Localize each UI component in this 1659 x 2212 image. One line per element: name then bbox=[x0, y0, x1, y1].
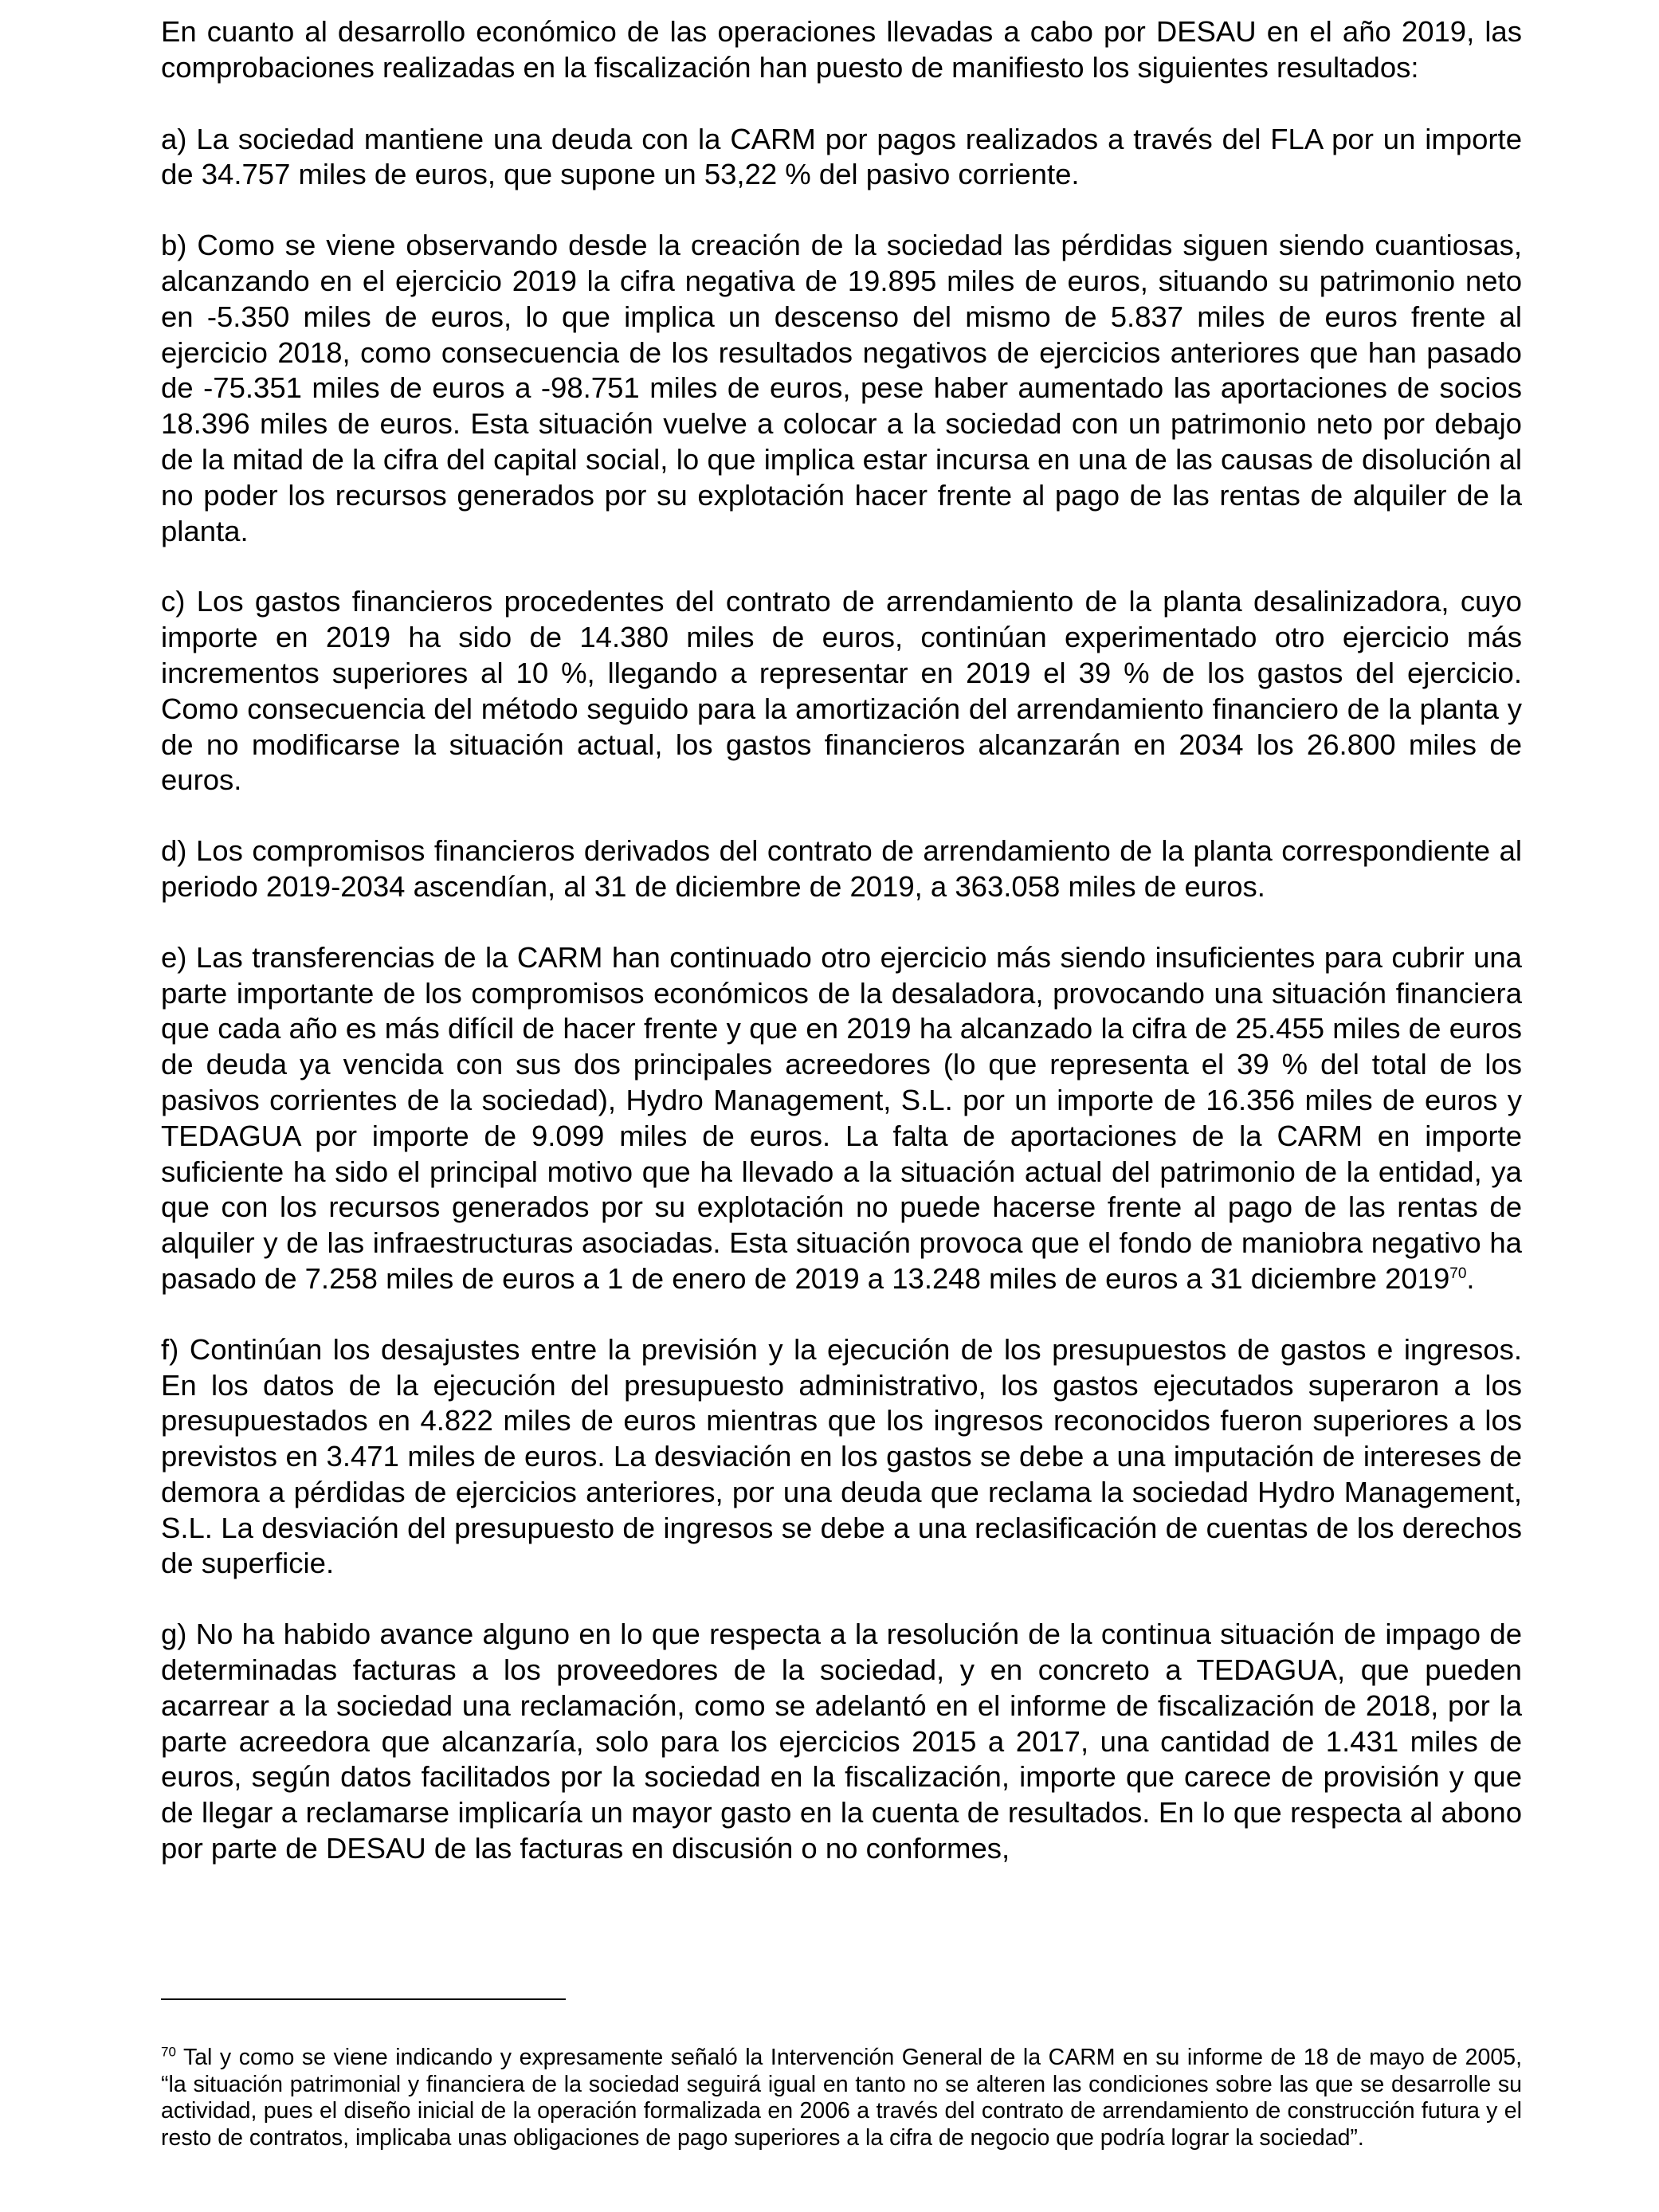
paragraph-d: d) Los compromisos financieros derivados del contrato de arrendamiento de la planta correspondiente al periodo 2019-2034 ascendían, al 31 de diciembre de 2019, a 363.058 miles de euros. bbox=[161, 834, 1522, 903]
paragraph-g: g) No ha habido avance alguno en lo que respecta a la resolución de la continua situación de impago de determinadas facturas a los proveedores de la sociedad, y en concreto a TEDAGUA, que pueden acarrear a la sociedad una reclamación, como se adelantó en el informe de fiscalización de 2018, por la parte acreedora que alcanzaría, solo para los ejercicios 2015 a 2017, una cantidad de 1.431 miles de euros, según datos facilitados por la sociedad en la fiscalización, importe que carece de provisión y que de llegar a reclamarse implicaría un mayor gasto en la cuenta de resultados. En lo que respecta al abono por parte de DESAU de las facturas en discusión o no conformes, bbox=[161, 1618, 1522, 1865]
intro-paragraph: En cuanto al desarrollo económico de las operaciones llevadas a cabo por DESAU en el año 2019, las comprobaciones realizadas en la fiscalización han puesto de manifiesto los siguientes resultados: bbox=[161, 15, 1522, 84]
paragraph-f: f) Continúan los desajustes entre la previsión y la ejecución de los presupuestos de gastos e ingresos. En los datos de la ejecución del presupuesto administrativo, los gastos ejecutados superaron a los presupuestados en 4.822 miles de euros mientras que los ingresos reconocidos fueron superiores a los previstos en 3.471 miles de euros. La desviación en los gastos se debe a una imputación de intereses de demora a pérdidas de ejercicios anteriores, por una deuda que reclama la sociedad Hydro Management, S.L. La desviación del presupuesto de ingresos se debe a una reclasificación de cuentas de los derechos de superficie. bbox=[161, 1332, 1522, 1580]
paragraph-e-tail: . bbox=[1466, 1261, 1475, 1295]
paragraph-b: b) Como se viene observando desde la creación de la sociedad las pérdidas siguen siendo cuantiosas, alcanzando en el ejercicio 2019 la cifra negativa de 19.895 miles de euros, situando su patrimonio neto en -5.350 miles de euros, lo que implica un descenso del mismo de 5.837 miles de euros frente al ejercicio 2018, como consecuencia de los resultados negativos de ejercicios anteriores que han pasado de -75.351 miles de euros a -98.751 miles de euros, pese haber aumentado las aportaciones de socios 18.396 miles de euros. Esta situación vuelve a colocar a la sociedad con un patrimonio neto por debajo de la mitad de la cifra del capital social, lo que implica estar incursa en una de las causas de disolución al no poder los recursos generados por su explotación hacer frente al pago de las rentas de alquiler de la planta. bbox=[161, 229, 1522, 547]
paragraph-e bbox=[161, 940, 1522, 1297]
document-body bbox=[161, 14, 1522, 1902]
paragraph-a: a) La sociedad mantiene una deuda con la CARM por pagos realizados a través del FLA por un importe de 34.757 miles de euros, que supone un 53,22 % del pasivo corriente. bbox=[161, 122, 1522, 191]
paragraph-c: c) Los gastos financieros procedentes del contrato de arrendamiento de la planta desalinizadora, cuyo importe en 2019 ha sido de 14.380 miles de euros, continúan experimentado otro ejercicio más incrementos superiores al 10 %, llegando a representar en 2019 el 39 % de los gastos del ejercicio. Como consecuencia del método seguido para la amortización del arrendamiento financiero de la planta y de no modificarse la situación actual, los gastos financieros alcanzarán en 2034 los 26.800 miles de euros. bbox=[161, 585, 1522, 797]
footnote-text: Tal y como se viene indicando y expresamente señaló la Intervención General de la CARM en su informe de 18 de mayo de 2005, “la situación patrimonial y financiera de la sociedad seguirá igual en tanto no se alteren las condiciones sobre las que se desarrolle su actividad, pues el diseño inicial de la operación formalizada en 2006 a través del contrato de arrendamiento de construcción futura y el resto de contratos, implicaba unas obligaciones de pago superiores a la cifra de negocio que podría lograr la sociedad”. bbox=[161, 2045, 1522, 2151]
footnote-number: 70 bbox=[161, 2044, 176, 2060]
footnote bbox=[161, 2045, 1522, 2151]
footnote-separator bbox=[161, 1998, 566, 2000]
paragraph-e-text: e) Las transferencias de la CARM han continuado otro ejercicio más siendo insuficientes para cubrir una parte importante de los compromisos económicos de la desaladora, provocando una situación financiera que cada año es más difícil de hacer frente y que en 2019 ha alcanzado la cifra de 25.455 miles de euros de deuda ya vencida con sus dos principales acreedores (lo que representa el 39 % del total de los pasivos corrientes de la sociedad), Hydro Management, S.L. por un importe de 16.356 miles de euros y TEDAGUA por importe de 9.099 miles de euros. La falta de aportaciones de la CARM en importe suficiente ha sido el principal motivo que ha llevado a la situación actual del patrimonio de la entidad, ya que con los recursos generados por su explotación no puede hacerse frente al pago de las rentas de alquiler y de las infraestructuras asociadas. Esta situación provoca que el fondo de maniobra negativo ha pasado de 7.258 miles de euros a 1 de enero de 2019 a 13.248 miles de euros a 31 diciembre 2019 bbox=[161, 940, 1522, 1295]
footnote-reference[interactable]: 70 bbox=[1449, 1265, 1467, 1282]
